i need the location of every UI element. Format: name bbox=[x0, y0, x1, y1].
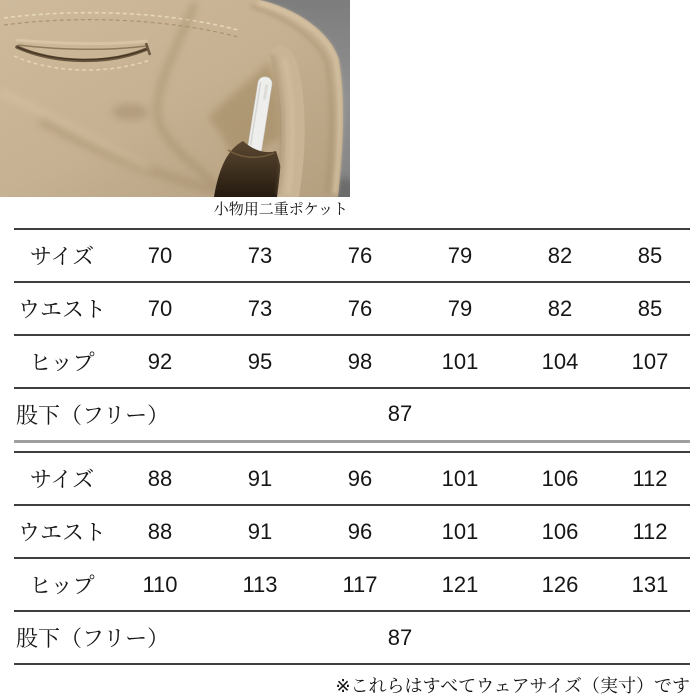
waist-value: 101 bbox=[441, 518, 479, 544]
table-row-inseam bbox=[14, 388, 690, 441]
size-value: 70 bbox=[147, 242, 173, 268]
waist-value: 73 bbox=[247, 295, 273, 321]
hip-value: 121 bbox=[441, 571, 479, 597]
photo-caption: 小物用二重ポケット bbox=[213, 201, 348, 218]
row-label: ヒップ bbox=[29, 573, 95, 598]
table-row-size bbox=[14, 452, 690, 505]
table-row-size bbox=[14, 229, 690, 282]
hip-value: 95 bbox=[247, 348, 273, 374]
row-label: サイズ bbox=[29, 244, 95, 269]
table-row-hip bbox=[14, 558, 690, 611]
wear-size-footnote: ※これらはすべてウェアサイズ（実寸）です bbox=[335, 676, 690, 696]
waist-value: 79 bbox=[447, 295, 473, 321]
inseam-value: 87 bbox=[387, 624, 413, 650]
row-label: ウエスト bbox=[17, 520, 106, 545]
waist-value: 96 bbox=[347, 518, 373, 544]
hip-value: 113 bbox=[242, 571, 278, 597]
waist-value: 91 bbox=[247, 518, 273, 544]
size-value: 112 bbox=[632, 465, 668, 491]
hip-value: 101 bbox=[441, 348, 479, 374]
size-value: 106 bbox=[541, 465, 579, 491]
hip-value: 92 bbox=[147, 348, 173, 374]
row-label: ヒップ bbox=[29, 350, 95, 375]
hip-value: 107 bbox=[631, 348, 669, 374]
size-value: 76 bbox=[347, 242, 373, 268]
hip-value: 110 bbox=[142, 571, 178, 597]
inseam-value: 87 bbox=[387, 401, 413, 427]
row-label: ウエスト bbox=[17, 297, 106, 322]
waist-value: 88 bbox=[147, 518, 173, 544]
hip-value: 131 bbox=[631, 571, 669, 597]
table-row-inseam bbox=[14, 611, 690, 664]
size-value: 73 bbox=[247, 242, 273, 268]
row-label: サイズ bbox=[29, 467, 95, 492]
size-value: 101 bbox=[441, 465, 479, 491]
table-row-waist bbox=[14, 505, 690, 558]
waist-value: 106 bbox=[541, 518, 579, 544]
hip-value: 98 bbox=[347, 348, 373, 374]
waist-value: 76 bbox=[347, 295, 373, 321]
row-label: 股下（フリー） bbox=[16, 626, 170, 651]
hip-value: 104 bbox=[541, 348, 579, 374]
size-value: 85 bbox=[637, 242, 663, 268]
pants-pocket-photo bbox=[0, 0, 350, 197]
table-row-waist bbox=[14, 282, 690, 335]
waist-value: 82 bbox=[547, 295, 573, 321]
waist-value: 85 bbox=[637, 295, 663, 321]
table-row-hip bbox=[14, 335, 690, 388]
hip-value: 117 bbox=[342, 571, 378, 597]
size-value: 88 bbox=[147, 465, 173, 491]
product-photo bbox=[0, 0, 350, 197]
size-table-1 bbox=[14, 228, 690, 443]
size-table-2 bbox=[14, 451, 690, 665]
waist-value: 112 bbox=[632, 518, 668, 544]
size-value: 91 bbox=[247, 465, 273, 491]
waist-value: 70 bbox=[147, 295, 173, 321]
row-label: 股下（フリー） bbox=[16, 402, 170, 428]
size-value: 82 bbox=[547, 242, 573, 268]
size-value: 79 bbox=[447, 242, 473, 268]
hip-value: 126 bbox=[541, 571, 579, 597]
size-value: 96 bbox=[347, 465, 373, 491]
